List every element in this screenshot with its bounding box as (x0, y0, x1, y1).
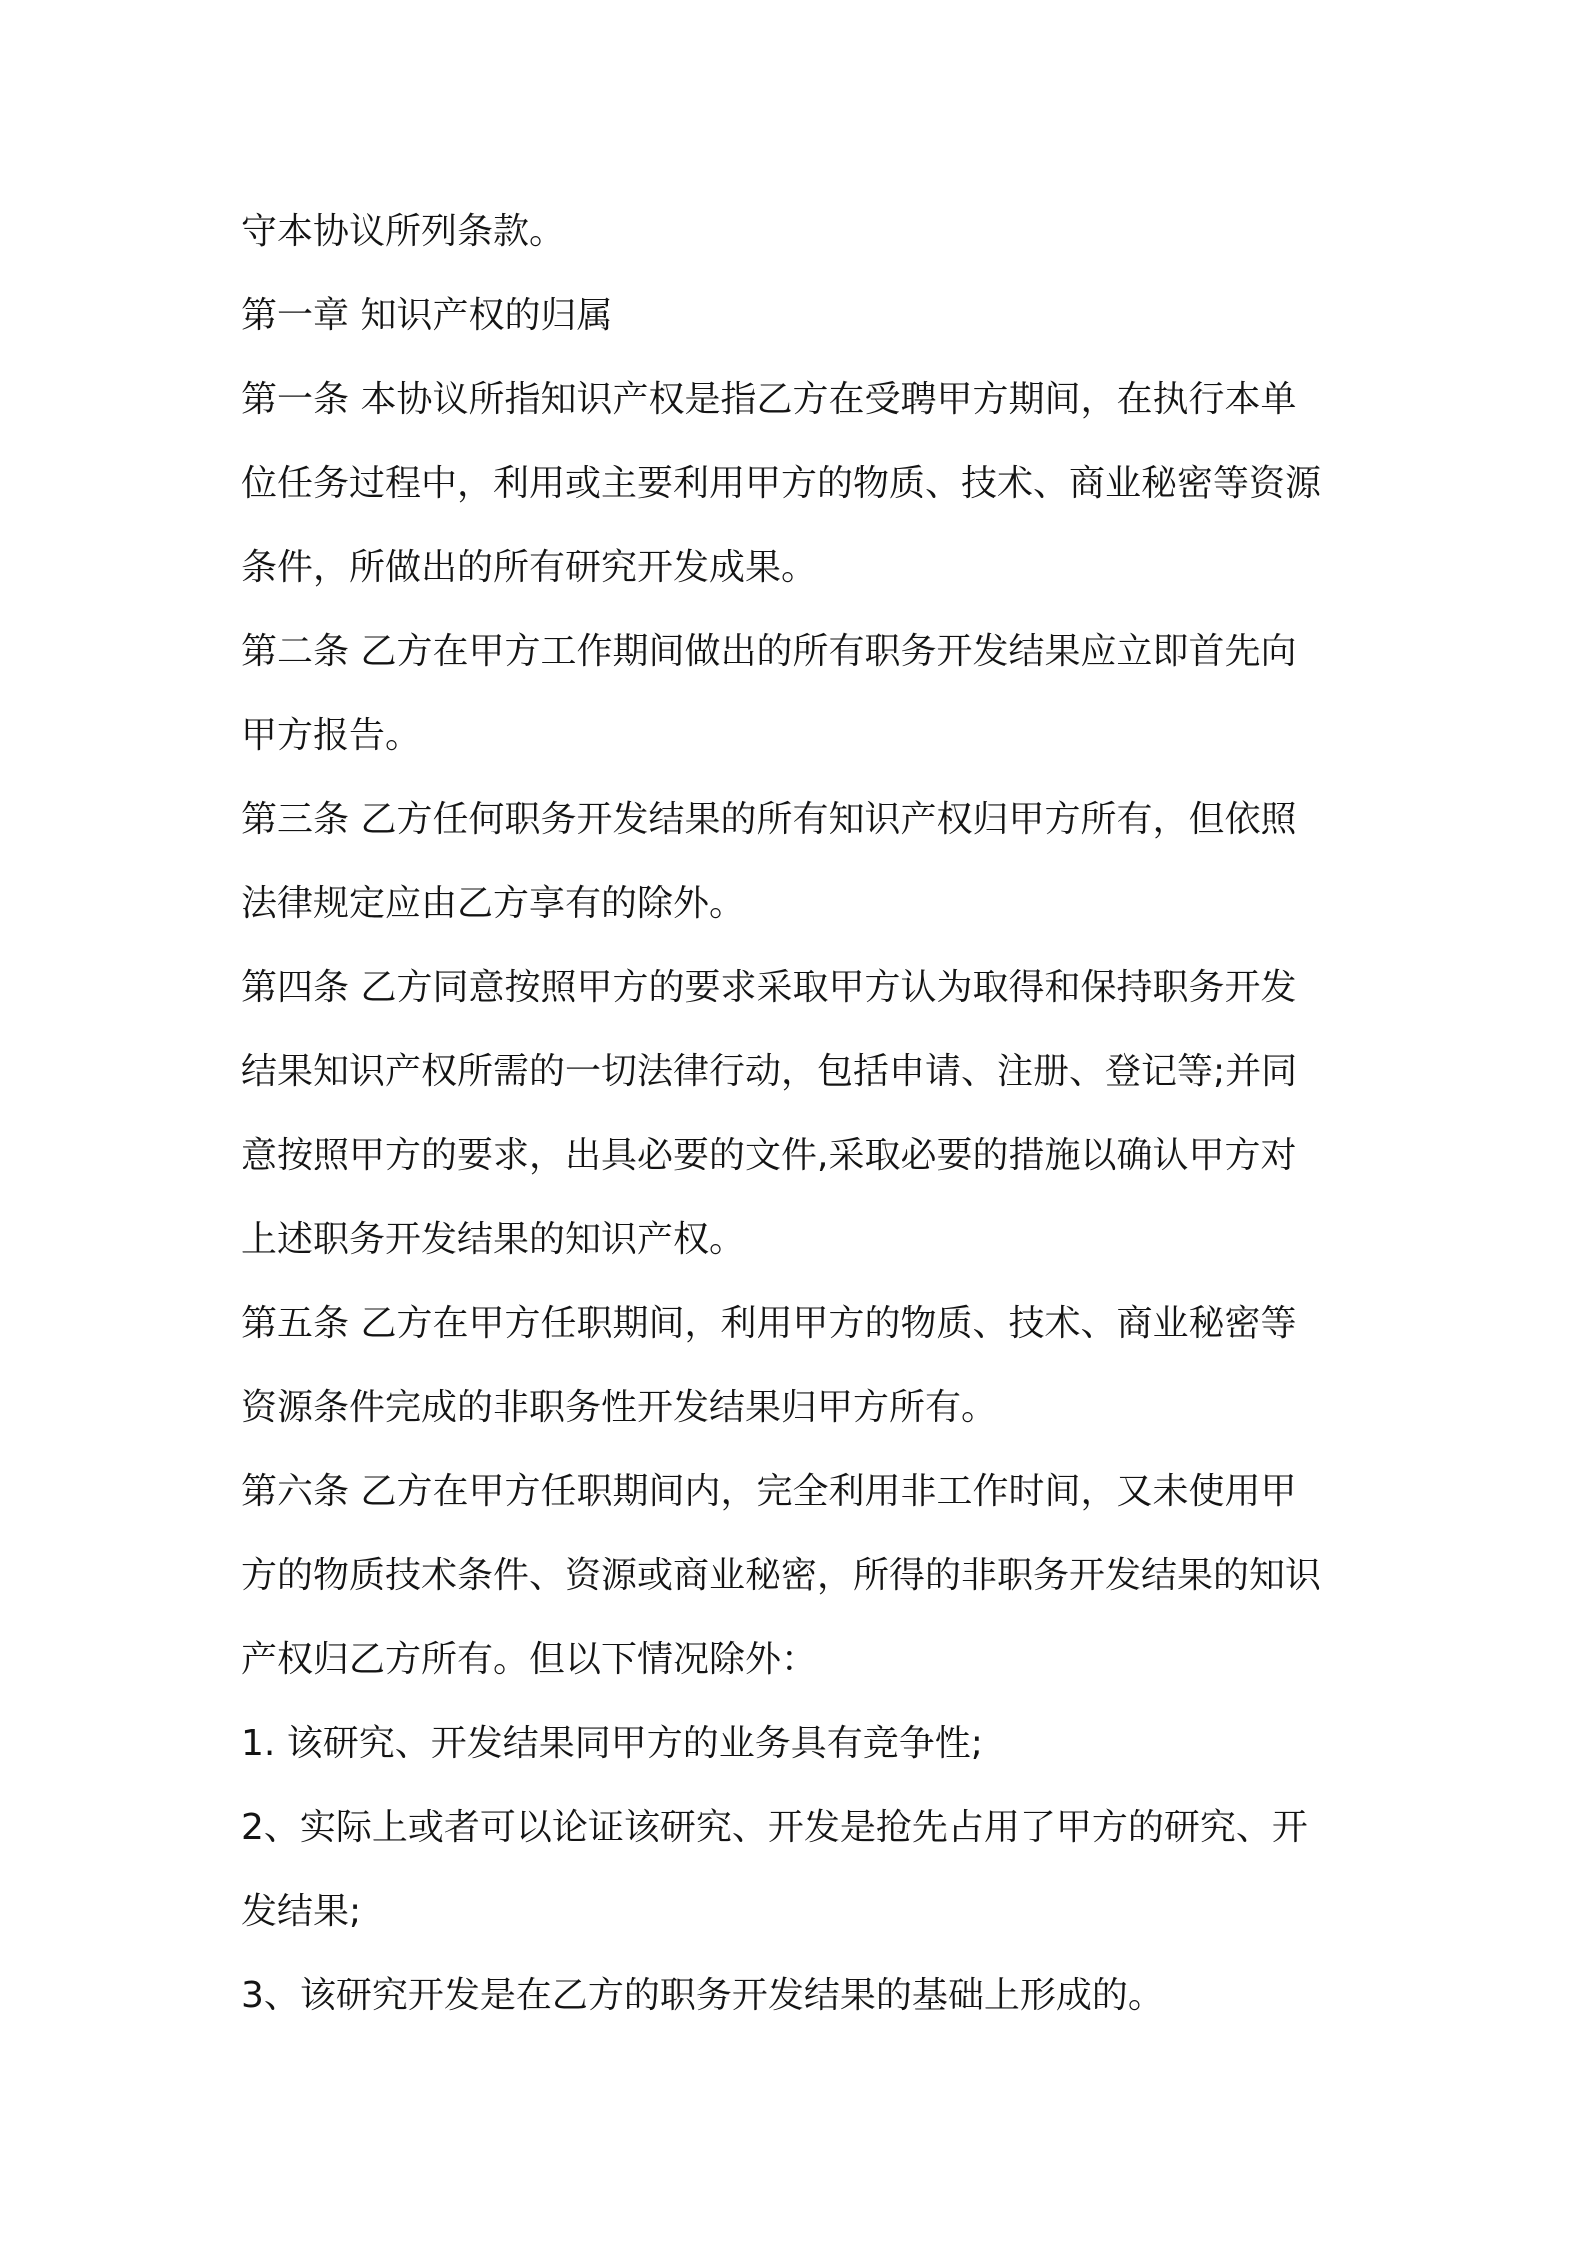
text-line: 位任务过程中，利用或主要利用甲方的物质、技术、商业秘密等资源 (241, 463, 1322, 504)
text-line: 第五条 乙方在甲方任职期间，利用甲方的物质、技术、商业秘密等 (241, 1303, 1297, 1344)
list-item: 1. 该研究、开发结果同甲方的业务具有竞争性; (241, 1723, 983, 1764)
text-line: 第四条 乙方同意按照甲方的要求采取甲方认为取得和保持职务开发 (241, 967, 1297, 1008)
list-item: 2、实际上或者可以论证该研究、开发是抢先占用了甲方的研究、开 (241, 1807, 1308, 1848)
text-line: 条件，所做出的所有研究开发成果。 (241, 547, 818, 588)
chapter-heading: 第一章 知识产权的归属 (241, 295, 613, 336)
text-line: 上述职务开发结果的知识产权。 (241, 1219, 746, 1260)
text-line: 产权归乙方所有。但以下情况除外： (241, 1639, 818, 1680)
text-line: 法律规定应由乙方享有的除外。 (241, 883, 746, 924)
text-line: 意按照甲方的要求，出具必要的文件,采取必要的措施以确认甲方对 (241, 1135, 1297, 1176)
text-line: 甲方报告。 (241, 715, 422, 756)
text-line: 发结果; (241, 1891, 362, 1932)
text-line: 第一条 本协议所指知识产权是指乙方在受聘甲方期间，在执行本单 (241, 379, 1297, 420)
text-line: 第六条 乙方在甲方任职期间内，完全利用非工作时间，又未使用甲 (241, 1471, 1297, 1512)
list-item: 3、该研究开发是在乙方的职务开发结果的基础上形成的。 (241, 1975, 1164, 2016)
text-line: 守本协议所列条款。 (241, 211, 566, 252)
text-line: 结果知识产权所需的一切法律行动，包括申请、注册、登记等;并同 (241, 1051, 1298, 1092)
text-line: 第二条 乙方在甲方工作期间做出的所有职务开发结果应立即首先向 (241, 631, 1297, 672)
text-line: 第三条 乙方任何职务开发结果的所有知识产权归甲方所有，但依照 (241, 799, 1297, 840)
text-line: 方的物质技术条件、资源或商业秘密，所得的非职务开发结果的知识 (241, 1555, 1322, 1596)
text-line: 资源条件完成的非职务性开发结果归甲方所有。 (241, 1387, 998, 1428)
document-body (241, 190, 1361, 2038)
